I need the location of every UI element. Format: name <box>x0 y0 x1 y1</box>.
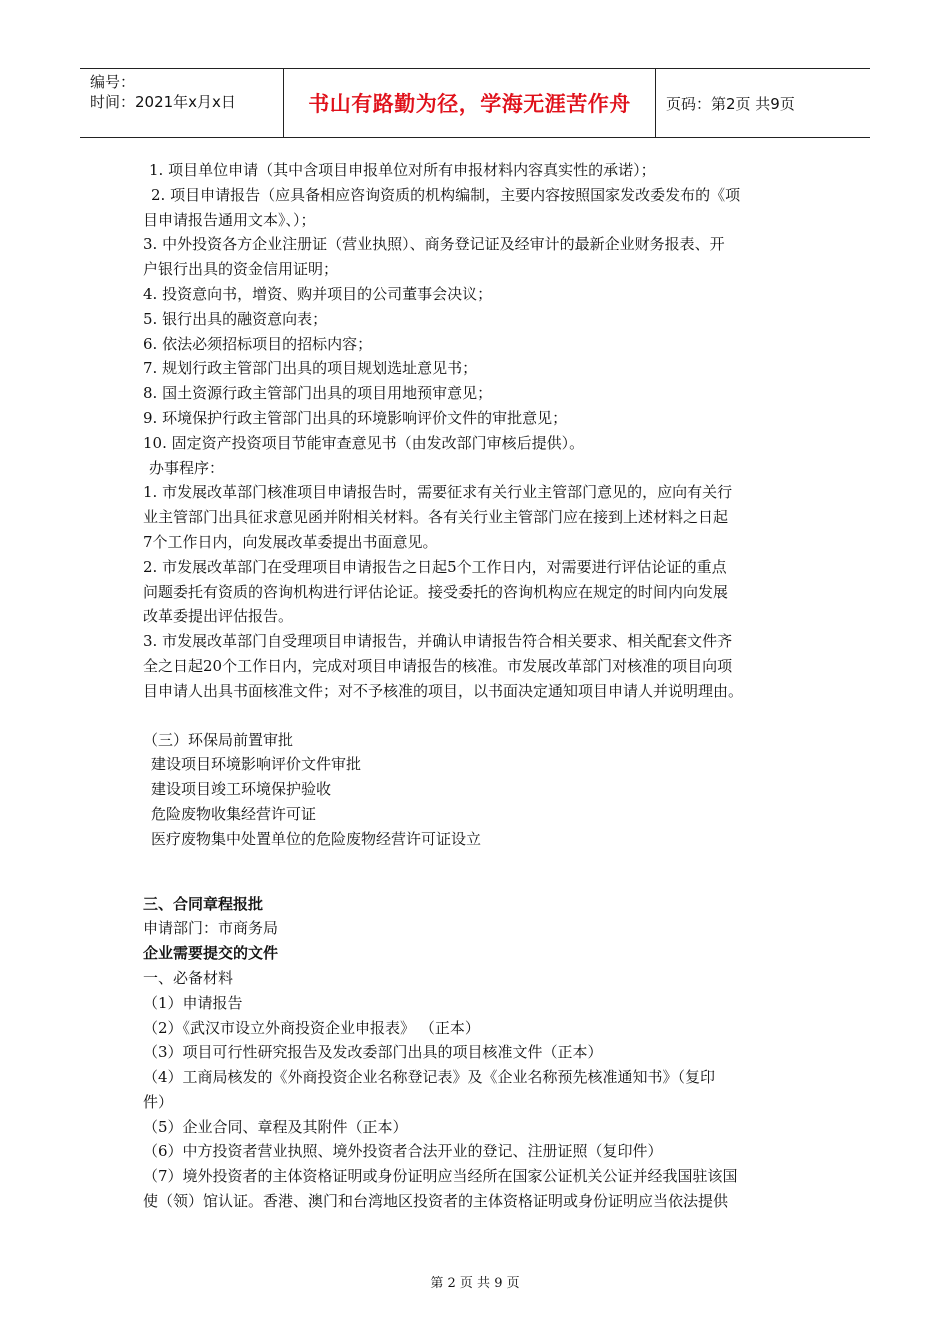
paragraph: 目申请报告通用文本》、）； <box>143 210 316 229</box>
document-body <box>143 158 823 1214</box>
spacer <box>143 852 823 892</box>
paragraph: 5. 银行出具的融资意向表； <box>143 309 328 328</box>
header-page-number: 页码：第2页 共9页 <box>666 95 795 113</box>
paragraph: 4. 投资意向书，增资、购并项目的公司董事会决议； <box>143 284 493 303</box>
list-item: （1）申请报告 <box>143 993 243 1012</box>
page-footer: 第 2 页 共 9 页 <box>430 1276 520 1291</box>
section-heading: 企业需要提交的文件 <box>143 944 279 963</box>
paragraph: 7. 规划行政主管部门出具的项目规划选址意见书； <box>143 359 478 378</box>
paragraph: 业主管部门出具征求意见函并附相关材料。各有关行业主管部门应在接到上述材料之日起 <box>143 508 729 527</box>
page-header <box>80 68 870 138</box>
paragraph: 8. 国土资源行政主管部门出具的项目用地预审意见； <box>143 384 493 403</box>
paragraph: 问题委托有资质的咨询机构进行评估论证。接受委托的咨询机构应在规定的时间内向发展 <box>143 582 729 601</box>
document-date: 时间：2021年x月x日 <box>90 93 236 111</box>
paragraph: 6. 依法必须招标项目的招标内容； <box>143 334 373 353</box>
section-heading: （三）环保局前置审批 <box>143 730 294 749</box>
paragraph: 3. 中外投资各方企业注册证（营业执照）、商务登记证及经审计的最新企业财务报表、开 <box>143 235 725 254</box>
header-meta <box>80 69 283 137</box>
list-item: 件） <box>143 1092 174 1111</box>
paragraph: 10. 固定资产投资项目节能审查意见书（由发改部门审核后提供）。 <box>143 433 585 452</box>
list-item: （5）企业合同、章程及其附件（正本） <box>143 1117 408 1136</box>
paragraph: 目申请人出具书面核准文件；对不予核准的项目，以书面决定通知项目申请人并说明理由。 <box>143 681 744 700</box>
list-item: 使（领）馆认证。香港、澳门和台湾地区投资者的主体资格证明或身份证明应当依法提供 <box>143 1192 729 1211</box>
section-heading: 办事程序： <box>149 458 225 477</box>
list-item: （3）项目可行性研究报告及发改委部门出具的项目核准文件（正本） <box>143 1043 603 1062</box>
header-divider <box>655 69 656 137</box>
document-number: 编号： <box>90 73 136 91</box>
list-item: 建设项目环境影响评价文件审批 <box>151 755 362 774</box>
paragraph: 户银行出具的资金信用证明； <box>143 260 339 279</box>
paragraph: 1. 市发展改革部门核准项目申请报告时，需要征求有关行业主管部门意见的，应向有关行 <box>143 483 733 502</box>
paragraph: 9. 环境保护行政主管部门出具的环境影响评价文件的审批意见； <box>143 408 568 427</box>
section-heading: 三、合同章程报批 <box>143 894 264 913</box>
list-item: （2）《武汉市设立外商投资企业申报表》 （正本） <box>143 1018 480 1037</box>
paragraph: 申请部门：市商务局 <box>143 919 279 938</box>
paragraph: 2. 市发展改革部门在受理项目申请报告之日起5个工作日内，对需要进行评估论证的重点 <box>143 557 727 576</box>
paragraph: 3. 市发展改革部门自受理项目申请报告，并确认申请报告符合相关要求、相关配套文件齐 <box>143 632 733 651</box>
list-item: （6）中方投资者营业执照、境外投资者合法开业的登记、注册证照（复印件） <box>143 1142 663 1161</box>
paragraph: 2. 项目申请报告（应具备相应咨询资质的机构编制，主要内容按照国家发改委发布的《项 <box>151 185 741 204</box>
list-item: （4）工商局核发的《外商投资企业名称登记表》及《企业名称预先核准通知书》（复印 <box>143 1068 716 1087</box>
list-item: 危险废物收集经营许可证 <box>151 804 317 823</box>
spacer <box>143 704 823 728</box>
paragraph: 改革委提出评估报告。 <box>143 607 294 626</box>
paragraph: 一、必备材料 <box>143 968 234 987</box>
list-item: （7）境外投资者的主体资格证明或身份证明应当经所在国家公证机关公证并经我国驻该国 <box>143 1167 738 1186</box>
paragraph: 全之日起20个工作日内，完成对项目申请报告的核准。市发展改革部门对核准的项目向项 <box>143 656 733 675</box>
list-item: 建设项目竣工环境保护验收 <box>151 780 332 799</box>
header-motto: 书山有路勤为径，学海无涯苦作舟 <box>308 92 631 116</box>
paragraph: 1. 项目单位申请（其中含项目申报单位对所有申报材料内容真实性的承诺）； <box>149 161 656 179</box>
list-item: 医疗废物集中处置单位的危险废物经营许可证设立 <box>151 829 482 848</box>
paragraph: 7个工作日内，向发展改革委提出书面意见。 <box>143 532 438 551</box>
